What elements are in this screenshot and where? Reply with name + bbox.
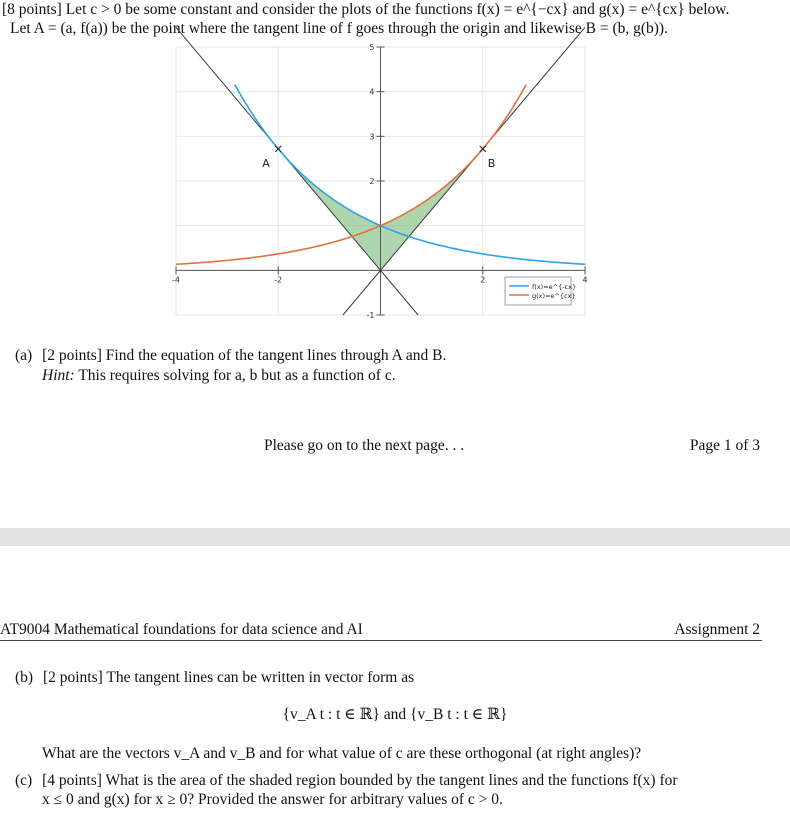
curve-g — [176, 85, 526, 265]
header-rule — [0, 640, 762, 641]
problem-intro-line1: [8 points] Let c > 0 be some constant and consider the plots of the functions f(x) = e^{−cx} and g(x) = e^{cx} below. — [2, 1, 730, 18]
part-b — [15, 668, 414, 687]
y-tick-label: 4 — [369, 87, 375, 97]
x-tick-label: 4 — [582, 275, 588, 285]
part-b-text: [2 points] The tangent lines can be written in vector form as — [42, 669, 415, 686]
part-a-hint — [42, 366, 396, 385]
part-a-text: [2 points] Find the equation of the tangent lines through A and B. — [42, 347, 447, 364]
y-tick-label: 2 — [369, 177, 375, 186]
x-tick-label: 2 — [480, 275, 486, 285]
hint-text: This requires solving for a, b but as a function of c. — [78, 367, 396, 384]
part-b-question: What are the vectors v_A and v_B and for what value of c are these orthogonal (at right angles)? — [42, 745, 642, 762]
legend-box — [505, 277, 571, 305]
page-separator — [0, 528, 790, 546]
hint-label: Hint: — [42, 367, 75, 384]
legend-entry: g(x)=e^{cx} — [532, 292, 576, 300]
x-tick-label: -4 — [172, 275, 180, 285]
tangent-line-a — [176, 27, 418, 315]
legend-entry: f(x)=e^{-cx} — [532, 283, 577, 291]
x-tick-label: -2 — [274, 275, 283, 285]
problem-intro-line2: Let A = (a, f(a)) be the point where the tangent line of f goes through the origin and likewise B = (b, g(b)). — [10, 20, 668, 37]
part-c-line1: [4 points] What is the area of the shaded region bounded by the tangent lines and the functions f(x) for — [42, 772, 678, 789]
tangent-line-b — [343, 27, 588, 315]
y-tick-label: 5 — [369, 43, 375, 52]
part-a — [15, 346, 446, 365]
part-a-label: (a) — [15, 347, 33, 364]
part-c-label: (c) — [15, 772, 33, 789]
footer-page-number: Page 1 of 3 — [689, 437, 760, 454]
course-title: AT9004 Mathematical foundations for data science and AI — [0, 621, 363, 638]
vector-form-formula: {v_A t : t ∈ ℝ} and {v_B t : t ∈ ℝ} — [282, 706, 508, 723]
assignment-title: Assignment 2 — [674, 621, 760, 638]
part-c-line2: x ≤ 0 and g(x) for x ≥ 0? Provided the answer for arbitrary values of c > 0. — [42, 791, 503, 808]
y-tick-label: 3 — [369, 132, 375, 142]
tangent-plot — [0, 0, 790, 330]
part-b-label: (b) — [15, 669, 34, 686]
part-c — [15, 771, 763, 790]
point-a-label: A — [262, 156, 270, 170]
point-b-label: B — [487, 156, 496, 170]
y-tick-label: -1 — [366, 311, 375, 320]
curve-f — [235, 85, 585, 265]
footer-next-page: Please go on to the next page. . . — [264, 437, 465, 454]
part-b-formula — [0, 705, 790, 724]
